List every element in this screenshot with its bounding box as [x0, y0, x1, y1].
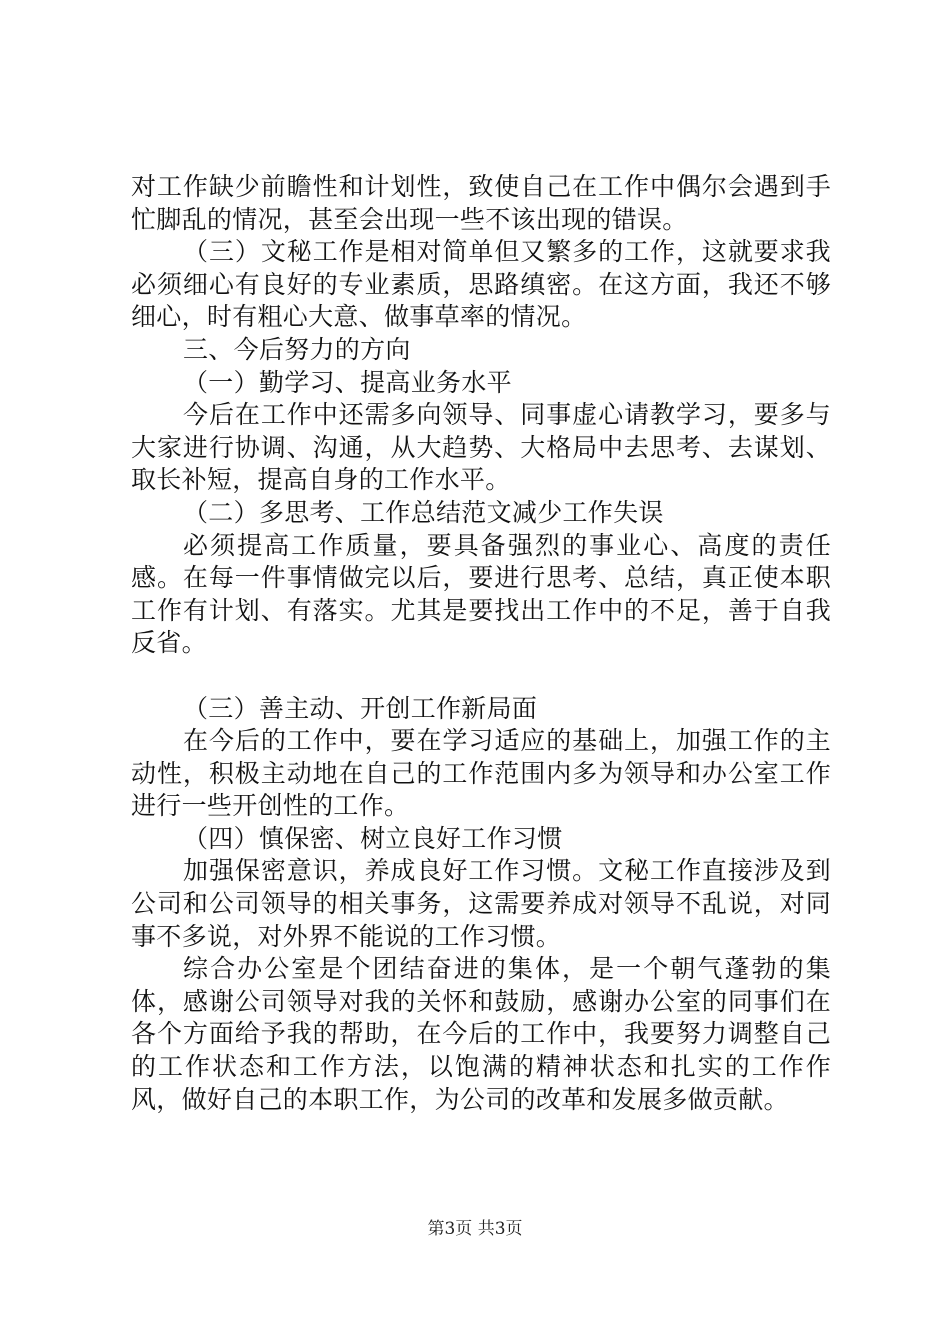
paragraph-closing: 综合办公室是个团结奋进的集体，是一个朝气蓬勃的集体，感谢公司领导对我的关怀和鼓励，感谢办公室的同事们在各个方面给予我的帮助，在今后的工作中，我要努力调整自己的工作状态和工作方法，以饱满的精神状态和扎实的工作作风，做好自己的本职工作，为公司的改革和发展多做贡献。 [131, 954, 831, 1114]
document-body [131, 171, 831, 1116]
subheading-think: （二）多思考、工作总结范文减少工作失误 [183, 497, 664, 527]
paragraph-continuation: 对工作缺少前瞻性和计划性，致使自己在工作中偶尔会遇到手忙脚乱的情况，甚至会出现一些不该出现的错误。 [131, 172, 831, 234]
paragraph-think: 必须提高工作质量，要具备强烈的事业心、高度的责任感。在每一件事情做完以后，要进行思考、总结，真正使本职工作有计划、有落实。尤其是要找出工作中的不足，善于自我反省。 [131, 530, 831, 658]
page-number-footer: 第3页 共3页 [427, 1219, 523, 1239]
paragraph-initiative: 在今后的工作中，要在学习适应的基础上，加强工作的主动性，积极主动地在自己的工作范围内多为领导和办公室工作进行一些开创性的工作。 [131, 726, 831, 821]
subheading-confidentiality: （四）慎保密、树立良好工作习惯 [183, 823, 563, 853]
paragraph-spacer [131, 660, 831, 693]
subheading-initiative: （三）善主动、开创工作新局面 [183, 693, 538, 723]
section-heading-future-direction: 三、今后努力的方向 [183, 334, 411, 364]
paragraph-confidentiality: 加强保密意识，养成良好工作习惯。文秘工作直接涉及到公司和公司领导的相关事务，这需要养成对领导不乱说，对同事不多说，对外界不能说的工作习惯。 [131, 856, 831, 951]
paragraph-study: 今后在工作中还需多向领导、同事虚心请教学习，要多与大家进行协调、沟通，从大趋势、大格局中去思考、去谋划、取长补短，提高自身的工作水平。 [131, 400, 831, 495]
subheading-study: （一）勤学习、提高业务水平 [183, 367, 512, 397]
paragraph-three-secretarial: （三）文秘工作是相对简单但又繁多的工作，这就要求我必须细心有良好的专业素质，思路缜密。在这方面，我还不够细心，时有粗心大意、做事草率的情况。 [131, 237, 831, 332]
